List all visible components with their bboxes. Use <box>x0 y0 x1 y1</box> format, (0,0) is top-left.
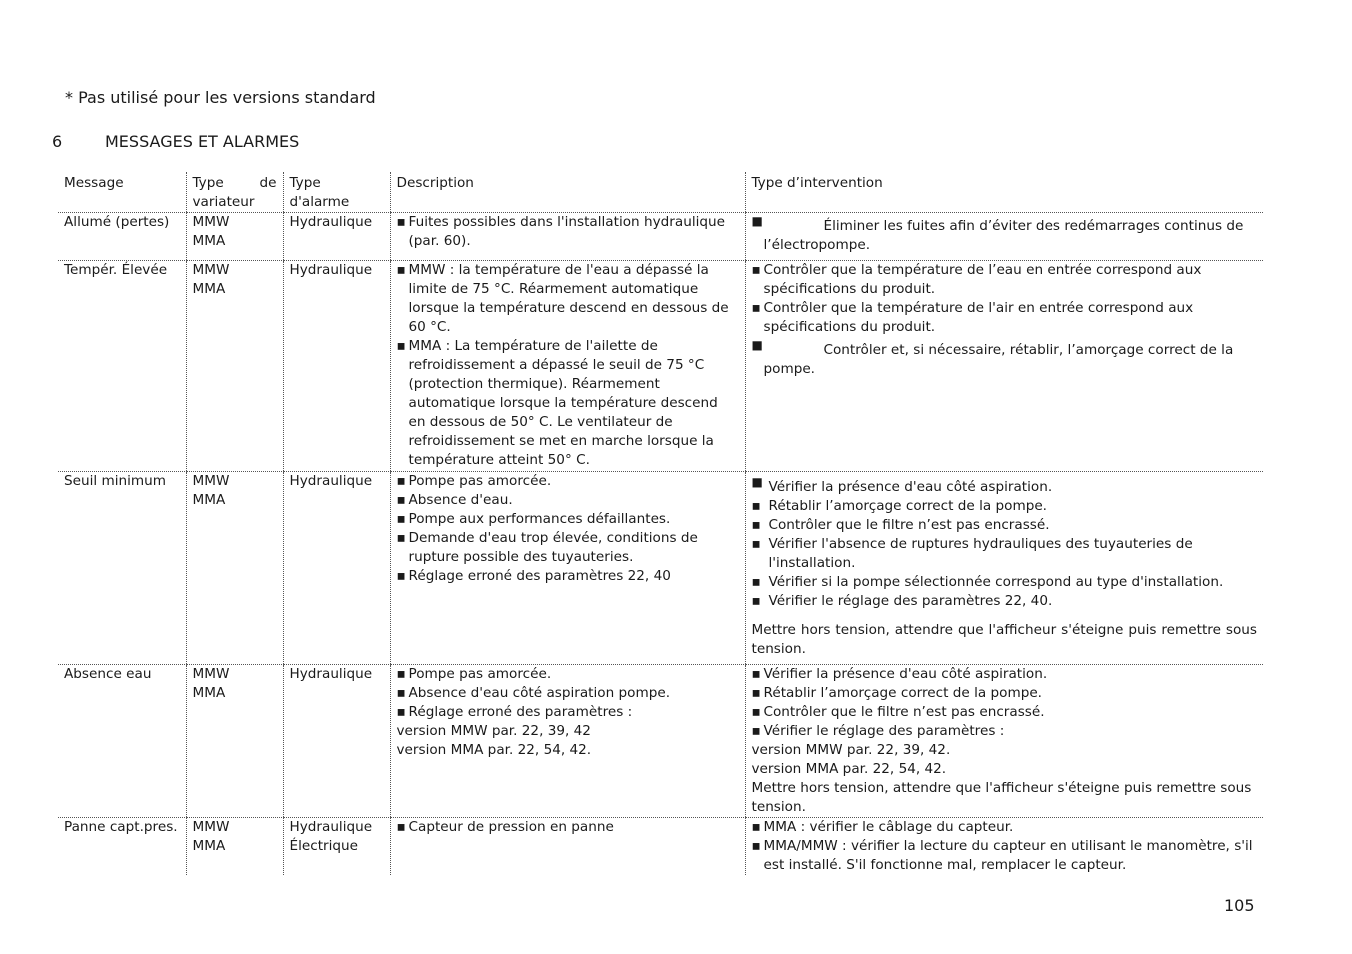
cell-alarm-type <box>283 665 390 818</box>
intervention-item: ▪ Rétablir l’amorçage correct de la pompe. <box>752 684 1258 703</box>
description-item: ▪ MMA : La température de l'ailette de refroidissement a dépassé le seuil de 75 °C (protection thermique). Réarmement automatique lorsque la température descend en dessous de 50° C. Le ventilateur de refroidissement se met en marche lorsque la température atteint 50° C. <box>397 337 739 470</box>
table-row <box>58 213 1263 261</box>
section-number: 6 <box>52 132 63 151</box>
footnote: * Pas utilisé pour les versions standard <box>65 88 376 107</box>
cell-intervention <box>745 261 1263 472</box>
cell-description <box>390 213 745 261</box>
cell-description <box>390 472 745 665</box>
description-item: ▪ Pompe pas amorcée. <box>397 665 739 684</box>
description-item: ▪ Capteur de pression en panne <box>397 818 739 837</box>
cell-message: Tempér. Élevée <box>58 261 186 472</box>
alarm-type: Hydraulique <box>289 819 373 835</box>
intervention-square-item: ■ Éliminer les fuites afin d’éviter des redémarrages continus de l’électropompe. <box>751 214 1244 253</box>
description-item: ▪ Réglage erroné des paramètres 22, 40 <box>397 567 739 586</box>
intervention-item: ▪ Vérifier la présence d'eau côté aspiration. <box>752 665 1258 684</box>
header-description: Description <box>390 172 745 213</box>
variator: MMA <box>192 492 226 508</box>
section-title: MESSAGES ET ALARMES <box>105 132 300 151</box>
description-line: version MMW par. 22, 39, 42 <box>396 723 591 739</box>
intervention-line: Mettre hors tension, attendre que l'afficheur s'éteigne puis remettre sous tension. <box>751 780 1252 815</box>
cell-intervention <box>745 213 1263 261</box>
description-item: ▪ Réglage erroné des paramètres : <box>397 703 739 722</box>
intervention-item: ▪ Contrôler que la température de l’eau en entrée correspond aux spécifications du produit. <box>752 261 1258 299</box>
intervention-item: ▪ Vérifier si la pompe sélectionnée correspond au type d'installation. <box>752 573 1258 592</box>
intervention-item: ▪ Vérifier le réglage des paramètres 22, 40. <box>752 592 1258 611</box>
intervention-item: ▪ Vérifier le réglage des paramètres : <box>752 722 1258 741</box>
variator: MMW <box>192 819 230 835</box>
variator: MMA <box>192 233 226 249</box>
square-bullet-icon: ■ <box>751 214 763 228</box>
description-item: ▪ Pompe aux performances défaillantes. <box>397 510 739 529</box>
intervention-item: ▪ MMA/MMW : vérifier la lecture du capteur en utilisant le manomètre, s'il est installé. S'il fonctionne mal, remplacer le capteur. <box>752 837 1258 875</box>
header-message: Message <box>58 172 186 213</box>
cell-variators <box>186 261 283 472</box>
table-row <box>58 818 1263 876</box>
cell-alarm-type <box>283 261 390 472</box>
table-row <box>58 472 1263 665</box>
cell-message: Seuil minimum <box>58 472 186 665</box>
variator: MMW <box>192 214 230 230</box>
header-variator-b: de <box>259 175 277 191</box>
cell-message: Panne capt.pres. <box>64 819 178 835</box>
intervention-item: ▪ Contrôler que la température de l'air en entrée correspond aux spécifications du produit. <box>752 299 1258 337</box>
alarm-type: Hydraulique <box>289 666 373 682</box>
cell-description <box>390 818 745 876</box>
cell-alarm-type <box>283 818 390 876</box>
alarm-type: Électrique <box>289 838 359 854</box>
intervention-item: ▪ Rétablir l’amorçage correct de la pompe. <box>752 497 1258 516</box>
description-item: ▪ Fuites possibles dans l'installation hydraulique (par. 60). <box>397 213 739 251</box>
page-number: 105 <box>1224 896 1255 915</box>
intervention-item: ▪ Vérifier l'absence de ruptures hydrauliques des tuyauteries de l'installation. <box>752 535 1258 573</box>
cell-intervention <box>745 818 1263 876</box>
description-line: version MMA par. 22, 54, 42. <box>396 742 592 758</box>
variator: MMW <box>192 473 230 489</box>
description-item: ▪ Pompe pas amorcée. <box>397 472 739 491</box>
description-item: ▪ MMW : la température de l'eau a dépassé la limite de 75 °C. Réarmement automatique lorsque la température descend en dessous de 60 °C. <box>397 261 739 337</box>
alarm-type: Hydraulique <box>289 262 373 278</box>
intervention-square-item: ■ Contrôler et, si nécessaire, rétablir, l’amorçage correct de la pompe. <box>751 338 1234 377</box>
variator: MMA <box>192 685 226 701</box>
intervention-line: version MMW par. 22, 39, 42. <box>751 742 951 758</box>
table-row <box>58 261 1263 472</box>
header-intervention: Type d’intervention <box>745 172 1263 213</box>
header-alarm-type: Type d'alarme <box>283 172 390 213</box>
cell-intervention <box>745 665 1263 818</box>
cell-message: Absence eau <box>58 665 186 818</box>
cell-variators <box>186 665 283 818</box>
cell-variators <box>186 818 283 876</box>
intervention-note: Mettre hors tension, attendre que l'afficheur s'éteigne puis remettre sous tension. <box>751 622 1257 657</box>
variator: MMW <box>192 262 230 278</box>
alarms-table <box>58 172 1263 875</box>
header-variator <box>186 172 283 213</box>
intervention-item: ▪ Contrôler que le filtre n’est pas encrassé. <box>752 516 1258 535</box>
cell-alarm-type <box>283 472 390 665</box>
intervention-line: version MMA par. 22, 54, 42. <box>751 761 947 777</box>
intervention-item: ▪ Contrôler que le filtre n’est pas encrassé. <box>752 703 1258 722</box>
cell-variators <box>186 472 283 665</box>
description-item: ▪ Absence d'eau côté aspiration pompe. <box>397 684 739 703</box>
description-item: ▪ Demande d'eau trop élevée, conditions de rupture possible des tuyauteries. <box>397 529 739 567</box>
table-row <box>58 665 1263 818</box>
cell-description <box>390 665 745 818</box>
alarm-type: Hydraulique <box>289 214 373 230</box>
header-variator-a: Type <box>192 175 224 191</box>
intervention-square-item: ■ Vérifier la présence d'eau côté aspiration. <box>751 475 1053 495</box>
cell-intervention <box>745 472 1263 665</box>
square-bullet-icon: ■ <box>751 475 763 489</box>
table-header-row <box>58 172 1263 213</box>
variator: MMA <box>192 281 226 297</box>
description-item: ▪ Absence d'eau. <box>397 491 739 510</box>
cell-message: Allumé (pertes) <box>58 213 186 261</box>
cell-description <box>390 261 745 472</box>
variator: MMA <box>192 838 226 854</box>
intervention-item: ▪ MMA : vérifier le câblage du capteur. <box>752 818 1258 837</box>
variator: MMW <box>192 666 230 682</box>
alarm-type: Hydraulique <box>289 473 373 489</box>
header-variator-c: variateur <box>192 194 255 210</box>
section-heading <box>52 132 299 151</box>
cell-variators <box>186 213 283 261</box>
square-bullet-icon: ■ <box>751 338 763 352</box>
cell-alarm-type <box>283 213 390 261</box>
